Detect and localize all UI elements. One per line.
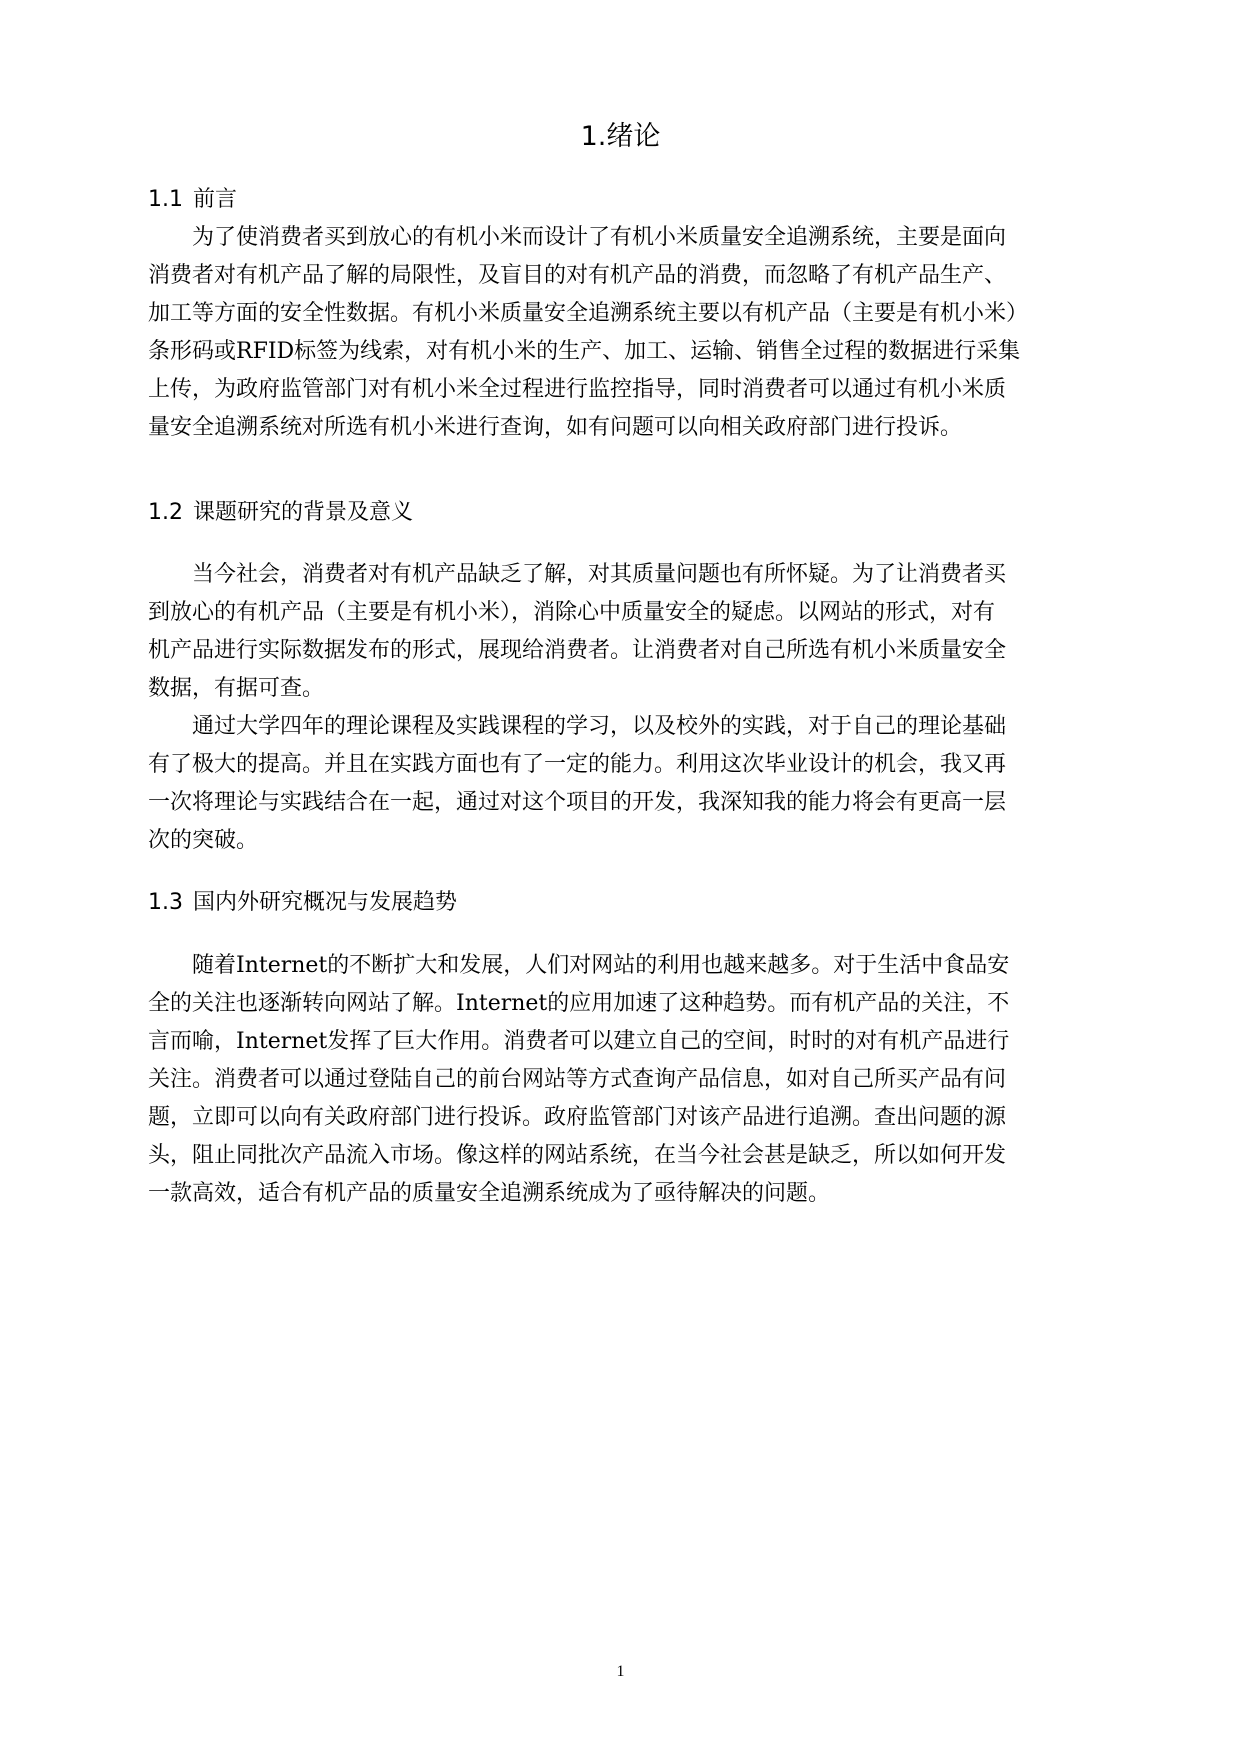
paragraph-line: 机产品进行实际数据发布的形式，展现给消费者。让消费者对自己所选有机小米质量安全 [148, 638, 1007, 663]
paragraph-foreword [148, 219, 1116, 447]
section-number: 1.1 [148, 187, 183, 212]
paragraph-line: 关注。消费者可以通过登陆自己的前台网站等方式查询产品信息，如对自己所买产品有问 [148, 1067, 1007, 1092]
section-heading-1-3 [148, 887, 457, 919]
section-number: 1.2 [148, 500, 183, 525]
paragraph-line: 加工等方面的安全性数据。有机小米质量安全追溯系统主要以有机产品（主要是有机小米） [148, 301, 1029, 326]
paragraph-line: 当今社会，消费者对有机产品缺乏了解，对其质量问题也有所怀疑。为了让消费者买 [192, 562, 1007, 587]
section-heading-1-1 [148, 184, 237, 216]
page-number: 1 [616, 1663, 625, 1680]
section-heading-1-2 [148, 497, 413, 529]
paragraph-research-trends [148, 947, 1116, 1213]
paragraph-line: 量安全追溯系统对所选有机小米进行查询，如有问题可以向相关政府部门进行投诉。 [148, 415, 963, 440]
paragraph-line: 消费者对有机产品了解的局限性，及盲目的对有机产品的消费，而忽略了有机产品生产、 [148, 263, 1007, 288]
paragraph-line: 次的突破。 [148, 828, 259, 853]
section-title: 课题研究的背景及意义 [193, 500, 414, 525]
paragraph-line: 到放心的有机产品（主要是有机小米），消除心中质量安全的疑虑。以网站的形式，对有 [148, 600, 996, 625]
paragraph-line: 数据，有据可查。 [148, 676, 325, 701]
paragraph-line: 条形码或RFID标签为线索，对有机小米的生产、加工、运输、销售全过程的数据进行采集 [148, 339, 1021, 364]
section-title: 国内外研究概况与发展趋势 [193, 890, 458, 915]
paragraph-line: 为了使消费者买到放心的有机小米而设计了有机小米质量安全追溯系统，主要是面向 [192, 225, 1007, 250]
paragraph-line: 头，阻止同批次产品流入市场。像这样的网站系统，在当今社会甚是缺乏，所以如何开发 [148, 1143, 1007, 1168]
paragraph-line: 通过大学四年的理论课程及实践课程的学习，以及校外的实践，对于自己的理论基础 [192, 714, 1007, 739]
section-title: 前言 [193, 187, 238, 212]
section-number: 1.3 [148, 890, 183, 915]
paragraph-significance [148, 708, 1116, 860]
paragraph-line: 一次将理论与实践结合在一起，通过对这个项目的开发，我深知我的能力将会有更高一层 [148, 790, 1007, 815]
chapter-title: 1.绪论 [580, 121, 661, 152]
paragraph-line: 随着Internet的不断扩大和发展，人们对网站的利用也越来越多。对于生活中食品安 [192, 953, 1010, 978]
paragraph-line: 一款高效，适合有机产品的质量安全追溯系统成为了亟待解决的问题。 [148, 1181, 831, 1206]
paragraph-line: 上传，为政府监管部门对有机小米全过程进行监控指导，同时消费者可以通过有机小米质 [148, 377, 1007, 402]
paragraph-line: 题，立即可以向有关政府部门进行投诉。政府监管部门对该产品进行追溯。查出问题的源 [148, 1105, 1007, 1130]
paragraph-line: 有了极大的提高。并且在实践方面也有了一定的能力。利用这次毕业设计的机会，我又再 [148, 752, 1007, 777]
paragraph-background [148, 556, 1116, 708]
paragraph-line: 言而喻，Internet发挥了巨大作用。消费者可以建立自己的空间，时时的对有机产品进行 [148, 1029, 1010, 1054]
paragraph-line: 全的关注也逐渐转向网站了解。Internet的应用加速了这种趋势。而有机产品的关注，不 [148, 991, 1010, 1016]
